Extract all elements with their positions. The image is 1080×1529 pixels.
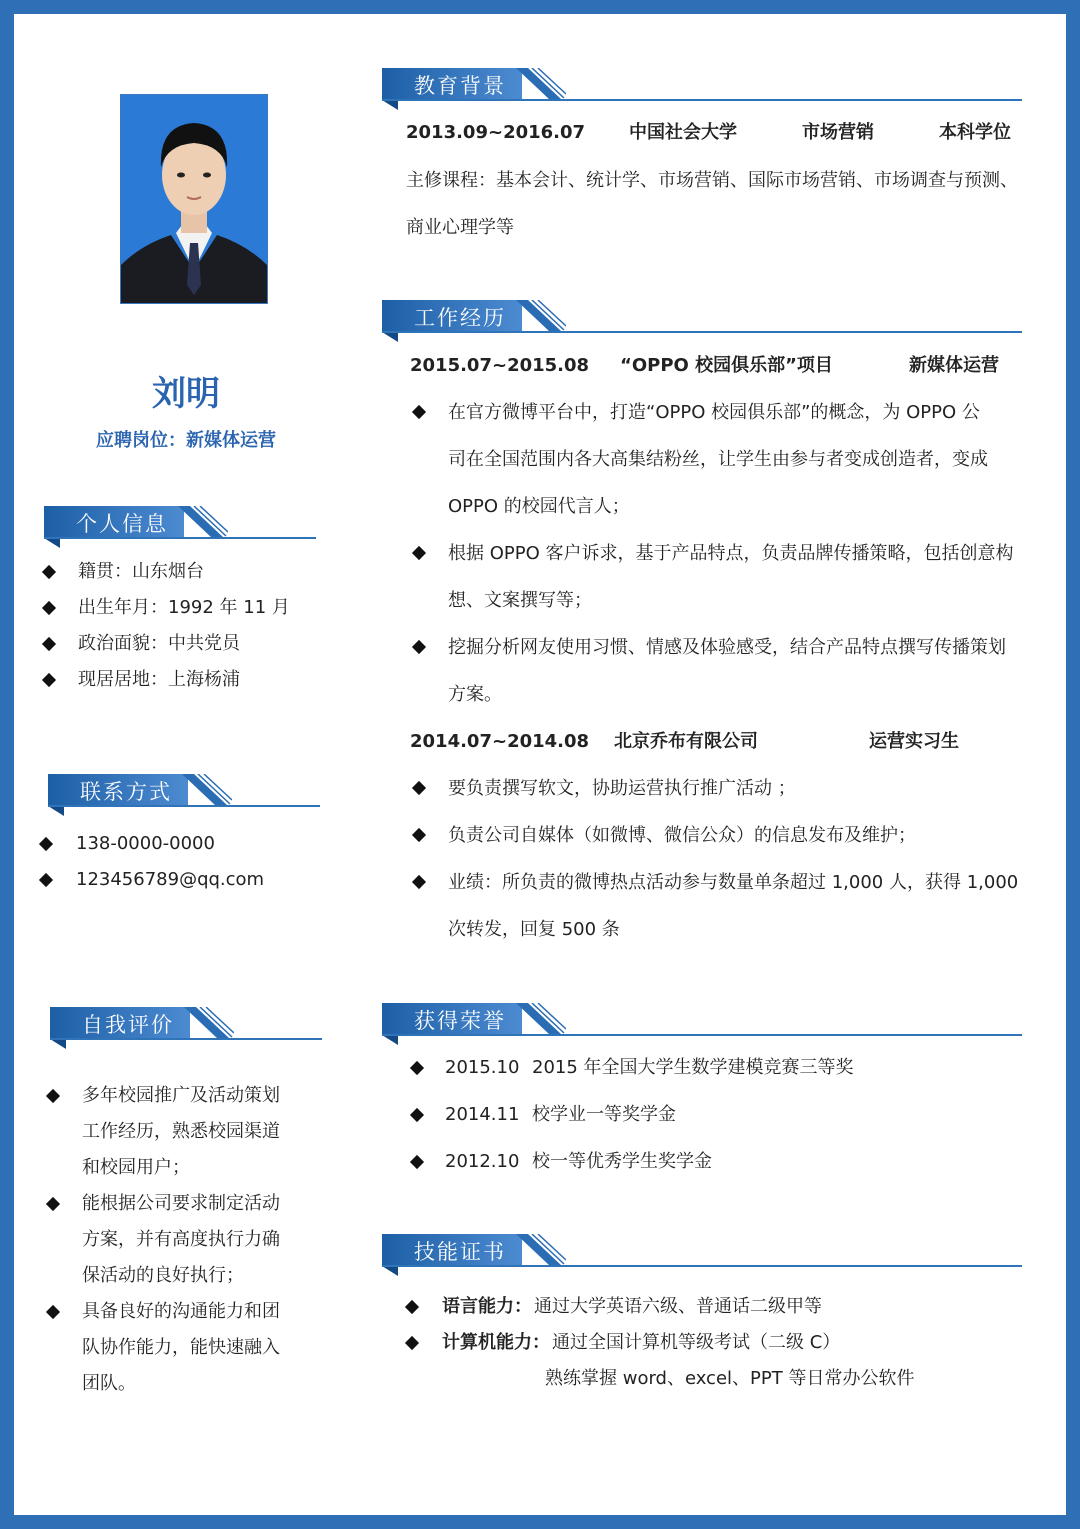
- honor-text: 校学业一等奖学金: [532, 1104, 676, 1125]
- self-eval-line: 保活动的良好执行；: [82, 1265, 244, 1286]
- honor-text: 2015 年全国大学生数学建模竞赛三等奖: [532, 1057, 854, 1078]
- self-eval-line: 工作经历，熟悉校园渠道: [82, 1121, 280, 1142]
- work-role: 新媒体运营: [909, 355, 999, 376]
- section-title-personal: 个人信息: [76, 512, 168, 536]
- honor-date: 2014.11: [445, 1104, 520, 1125]
- section-title-work: 工作经历: [414, 306, 506, 330]
- job-position: 应聘岗位：新媒体运营: [96, 430, 276, 451]
- skill-language-label: 语言能力：: [442, 1296, 532, 1317]
- section-title-education: 教育背景: [414, 74, 506, 98]
- bullet-icon: [42, 637, 56, 651]
- section-header-self: [50, 1007, 322, 1067]
- education-courses: 主修课程：基本会计、统计学、市场营销、国际市场营销、市场调查与预测、: [406, 170, 1018, 191]
- work-org: “OPPO 校园俱乐部”项目: [620, 355, 833, 376]
- bullet-icon: [39, 837, 53, 851]
- section-header-personal: [44, 506, 316, 566]
- self-eval-line: 方案，并有高度执行力确: [82, 1229, 280, 1250]
- skill-computer-label: 计算机能力：: [442, 1332, 550, 1353]
- bullet-icon: [412, 781, 426, 795]
- work-item-line: 根据 OPPO 客户诉求，基于产品特点，负责品牌传播策略，包括创意构: [448, 543, 1014, 564]
- education-degree: 本科学位: [939, 122, 1011, 143]
- bullet-icon: [410, 1155, 424, 1169]
- self-eval-line: 队协作能力，能快速融入: [82, 1337, 280, 1358]
- bullet-icon: [412, 640, 426, 654]
- work-role: 运营实习生: [869, 731, 959, 752]
- section-header-work: [382, 300, 1022, 360]
- resume-sheet: [14, 14, 1066, 1515]
- bullet-icon: [42, 565, 56, 579]
- section-title-contact: 联系方式: [80, 780, 172, 804]
- bullet-icon: [46, 1305, 60, 1319]
- education-courses: 商业心理学等: [406, 217, 514, 238]
- profile-photo: [120, 94, 268, 304]
- work-item-line: 要负责撰写软文，协助运营执行推广活动 ；: [448, 778, 796, 799]
- bullet-icon: [410, 1061, 424, 1075]
- self-eval-line: 和校园用户；: [82, 1157, 190, 1178]
- work-item-line: 想、文案撰写等；: [448, 590, 592, 611]
- personal-item: 出生年月：1992 年 11 月: [78, 597, 290, 618]
- section-title-self: 自我评价: [82, 1013, 174, 1037]
- bullet-icon: [46, 1089, 60, 1103]
- personal-item: 政治面貌：中共党员: [78, 633, 240, 654]
- section-header-education: [382, 68, 1022, 128]
- work-item-line: 方案。: [448, 684, 502, 705]
- honor-date: 2012.10: [445, 1151, 520, 1172]
- section-title-honors: 获得荣誉: [414, 1009, 506, 1033]
- skill-computer-text: 熟练掌握 word、excel、PPT 等日常办公软件: [545, 1368, 915, 1389]
- bullet-icon: [46, 1197, 60, 1211]
- bullet-icon: [412, 828, 426, 842]
- bullet-icon: [405, 1300, 419, 1314]
- contact-email: 123456789@qq.com: [76, 869, 265, 890]
- bullet-icon: [42, 601, 56, 615]
- work-date: 2015.07~2015.08: [410, 355, 590, 376]
- section-header-skills: [382, 1234, 1022, 1294]
- work-item-line: 挖掘分析网友使用习惯、情感及体验感受，结合产品特点撰写传播策划: [448, 637, 1006, 658]
- candidate-name: 刘明: [152, 374, 220, 414]
- self-eval-line: 具备良好的沟通能力和团: [82, 1301, 280, 1322]
- education-major: 市场营销: [802, 122, 874, 143]
- bullet-icon: [39, 873, 53, 887]
- bullet-icon: [412, 875, 426, 889]
- contact-phone: 138-0000-0000: [76, 833, 215, 854]
- education-date: 2013.09~2016.07: [406, 122, 586, 143]
- section-title-skills: 技能证书: [414, 1240, 506, 1264]
- bullet-icon: [410, 1108, 424, 1122]
- section-header-contact: [48, 774, 320, 834]
- self-eval-line: 团队。: [82, 1373, 136, 1394]
- section-header-honors: [382, 1003, 1022, 1063]
- bullet-icon: [405, 1336, 419, 1350]
- bullet-icon: [412, 405, 426, 419]
- bullet-icon: [412, 546, 426, 560]
- work-item-line: 在官方微博平台中，打造“OPPO 校园俱乐部”的概念，为 OPPO 公: [448, 402, 980, 423]
- work-item-line: 负责公司自媒体（如微博、微信公众）的信息发布及维护；: [448, 825, 916, 846]
- skill-language-text: 通过大学英语六级、普通话二级甲等: [534, 1296, 822, 1317]
- personal-item: 现居居地：上海杨浦: [78, 669, 240, 690]
- honor-text: 校一等优秀学生奖学金: [532, 1151, 712, 1172]
- education-school: 中国社会大学: [629, 122, 737, 143]
- work-item-line: 业绩：所负责的微博热点活动参与数量单条超过 1,000 人，获得 1,000: [448, 872, 1019, 893]
- self-eval-line: 多年校园推广及活动策划: [82, 1085, 280, 1106]
- bullet-icon: [42, 673, 56, 687]
- work-item-line: 次转发，回复 500 条: [448, 919, 620, 940]
- work-date: 2014.07~2014.08: [410, 731, 590, 752]
- work-org: 北京乔布有限公司: [614, 731, 758, 752]
- honor-date: 2015.10: [445, 1057, 520, 1078]
- self-eval-line: 能根据公司要求制定活动: [82, 1193, 280, 1214]
- skill-computer-text: 通过全国计算机等级考试（二级 C）: [552, 1332, 841, 1353]
- work-item-line: 司在全国范围内各大高集结粉丝，让学生由参与者变成创造者，变成: [448, 449, 988, 470]
- personal-item: 籍贯：山东烟台: [78, 561, 204, 582]
- work-item-line: OPPO 的校园代言人；: [448, 496, 630, 517]
